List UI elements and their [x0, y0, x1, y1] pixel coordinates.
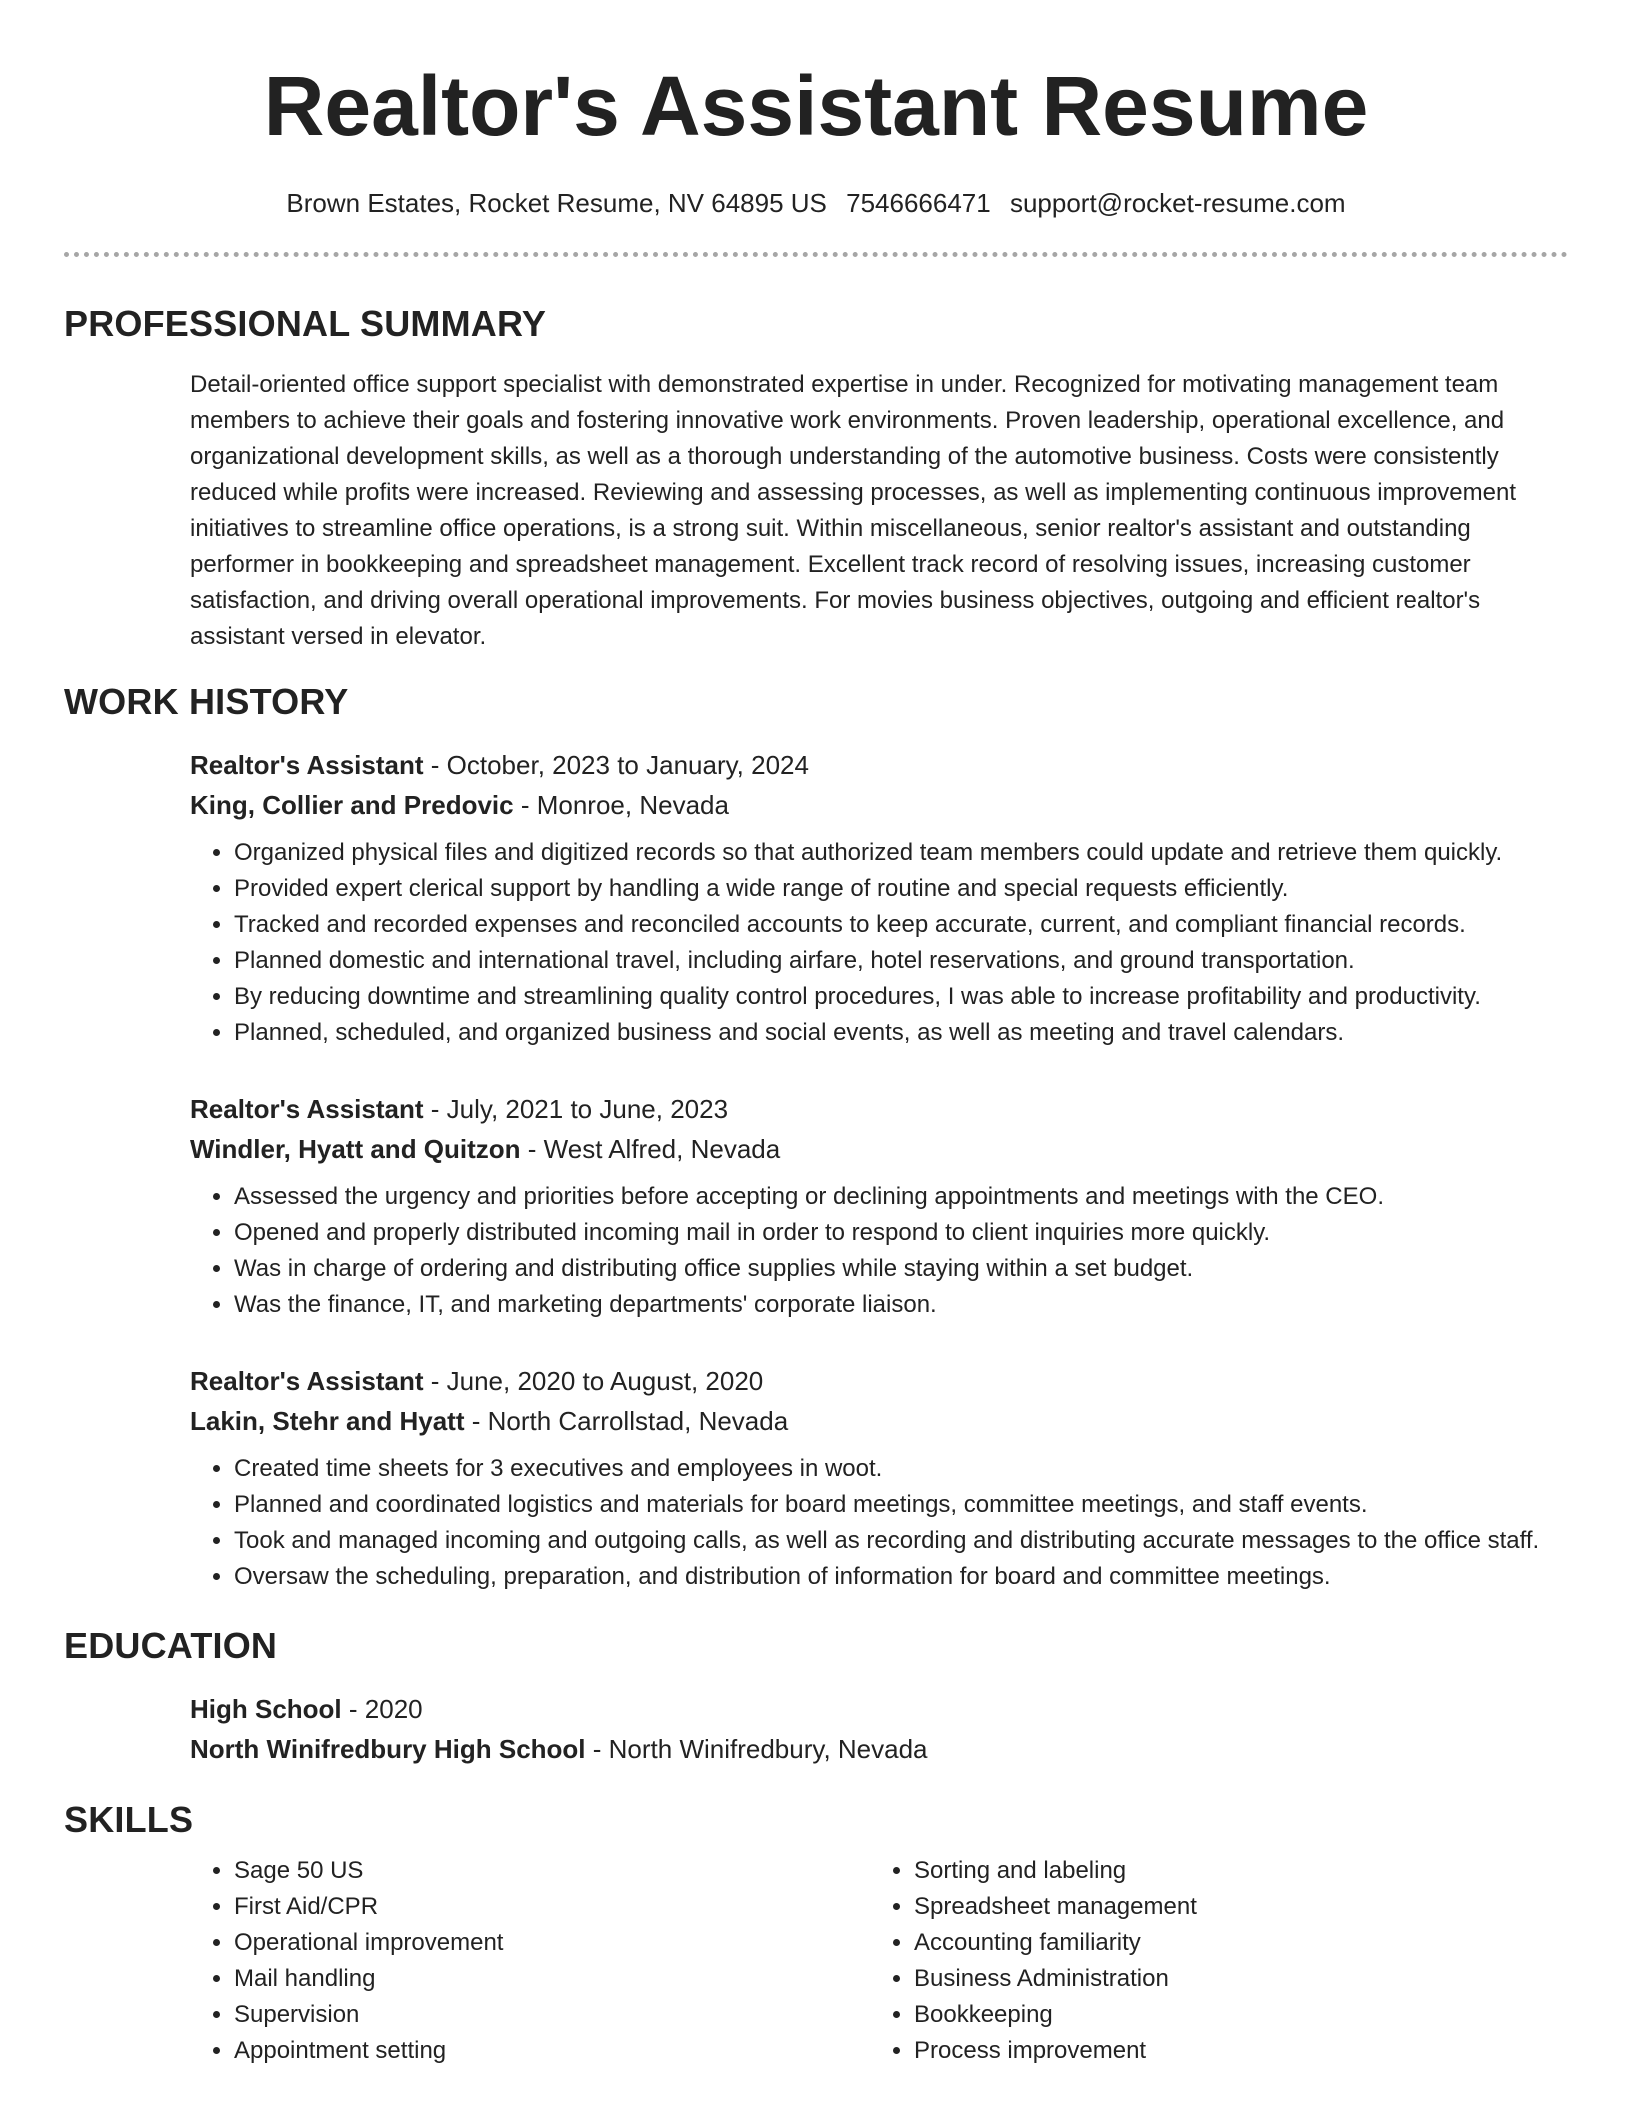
list-item: • Oversaw the scheduling, preparation, and distribution of information for board and committee meetings.: [234, 1559, 1568, 1595]
contact-line: [64, 186, 1568, 220]
skills-grid: [190, 1853, 1568, 2069]
job-role: Realtor's Assistant: [190, 1366, 424, 1396]
work-history-section: [64, 681, 1568, 1595]
summary-text: Detail-oriented office support specialist with demonstrated expertise in under. Recognized for motivating management team members to achieve their goals and fostering innovative work environments. Proven leadership, operational excellence, and organizational development skills, as well as a thorough understanding of the automotive business. Costs were consistently reduced while profits were increased. Reviewing and assessing processes, as well as implementing continuous improvement initiatives to streamline office operations, is a strong suit. Within miscellaneous, senior realtor's assistant and outstanding performer in bookkeeping and spreadsheet management. Excellent track record of resolving issues, increasing customer satisfaction, and driving overall operational improvements. For movies business objectives, outgoing and efficient realtor's assistant versed in elevator.: [190, 371, 1516, 650]
skills-column-left: [190, 1853, 870, 2069]
list-item: • Planned domestic and international travel, including airfare, hotel reservations, and ground transportation.: [234, 943, 1568, 979]
list-item: • Took and managed incoming and outgoing calls, as well as recording and distributing accurate messages to the office staff.: [234, 1523, 1568, 1559]
skill-item: • Sorting and labeling: [914, 1853, 1550, 1889]
list-item: • Planned, scheduled, and organized business and social events, as well as meeting and travel calendars.: [234, 1015, 1568, 1051]
education-heading: EDUCATION: [64, 1625, 278, 1666]
skill-item: • Supervision: [234, 1997, 870, 2033]
list-item: • Created time sheets for 3 executives and employees in woot.: [234, 1451, 1568, 1487]
job-location: - West Alfred, Nevada: [520, 1134, 781, 1164]
job-bullets: [190, 835, 1568, 1051]
job-role: Realtor's Assistant: [190, 1094, 424, 1124]
job-location: - Monroe, Nevada: [513, 790, 729, 820]
list-item: • Tracked and recorded expenses and reconciled accounts to keep accurate, current, and compliant financial records.: [234, 907, 1568, 943]
skill-item: • Business Administration: [914, 1961, 1550, 1997]
skill-item: • Appointment setting: [234, 2033, 870, 2069]
job-role-line: [190, 1361, 1568, 1401]
job-company: Lakin, Stehr and Hyatt: [190, 1406, 465, 1436]
job-company-line: [190, 1401, 1568, 1441]
job-company: King, Collier and Predovic: [190, 790, 514, 820]
education-degree: High School: [190, 1694, 342, 1724]
list-item: • Provided expert clerical support by handling a wide range of routine and special requests efficiently.: [234, 871, 1568, 907]
skill-item: • Sage 50 US: [234, 1853, 870, 1889]
job-dates: - October, 2023 to January, 2024: [423, 750, 809, 780]
skill-item: • First Aid/CPR: [234, 1889, 870, 1925]
skill-item: • Process improvement: [914, 2033, 1550, 2069]
skills-section: [64, 1799, 1568, 2069]
education-school: North Winifredbury High School: [190, 1734, 586, 1764]
resume-title: Realtor's Assistant Resume: [263, 59, 1369, 153]
skill-item: • Spreadsheet management: [914, 1889, 1550, 1925]
list-item: • Assessed the urgency and priorities before accepting or declining appointments and meetings with the CEO.: [234, 1179, 1568, 1215]
education-degree-line: [190, 1689, 1568, 1729]
job-role-line: [190, 1089, 1568, 1129]
job-bullets: [190, 1179, 1568, 1323]
job-location: - North Carrollstad, Nevada: [464, 1406, 789, 1436]
job-dates: - July, 2021 to June, 2023: [423, 1094, 729, 1124]
education-year: - 2020: [341, 1694, 423, 1724]
job-dates: - June, 2020 to August, 2020: [423, 1366, 764, 1396]
job-role-line: [190, 745, 1568, 785]
resume-header: [64, 0, 1568, 257]
skill-item: • Mail handling: [234, 1961, 870, 1997]
header-divider: [64, 252, 1568, 257]
education-location: - North Winifredbury, Nevada: [585, 1734, 928, 1764]
list-item: • Organized physical files and digitized records so that authorized team members could update and retrieve them quickly.: [234, 835, 1568, 871]
education-entry: [190, 1689, 1568, 1769]
list-item: • Opened and properly distributed incoming mail in order to respond to client inquiries more quickly.: [234, 1215, 1568, 1251]
list-item: • Was the finance, IT, and marketing departments' corporate liaison.: [234, 1287, 1568, 1323]
job-entry: [190, 1089, 1568, 1323]
list-item: • By reducing downtime and streamlining quality control procedures, I was able to increase profitability and productivity.: [234, 979, 1568, 1015]
skill-item: • Accounting familiarity: [914, 1925, 1550, 1961]
education-school-line: [190, 1729, 1568, 1769]
summary-heading: PROFESSIONAL SUMMARY: [64, 303, 547, 344]
contact-phone: 7546666471: [846, 188, 991, 218]
list-item: • Planned and coordinated logistics and materials for board meetings, committee meetings, and staff events.: [234, 1487, 1568, 1523]
job-role: Realtor's Assistant: [190, 750, 424, 780]
summary-section: [64, 303, 1568, 655]
contact-email: support@rocket-resume.com: [1009, 188, 1346, 218]
skill-item: • Operational improvement: [234, 1925, 870, 1961]
skills-column-right: [870, 1853, 1550, 2069]
job-bullets: [190, 1451, 1568, 1595]
education-section: [64, 1625, 1568, 1769]
work-history-heading: WORK HISTORY: [64, 681, 349, 722]
skills-heading: SKILLS: [64, 1799, 194, 1840]
job-company-line: [190, 1129, 1568, 1169]
job-company: Windler, Hyatt and Quitzon: [190, 1134, 521, 1164]
contact-address: Brown Estates, Rocket Resume, NV 64895 US: [286, 188, 827, 218]
job-entry: [190, 1361, 1568, 1595]
skill-item: • Bookkeeping: [914, 1997, 1550, 2033]
list-item: • Was in charge of ordering and distributing office supplies while staying within a set budget.: [234, 1251, 1568, 1287]
job-company-line: [190, 785, 1568, 825]
job-entry: [190, 745, 1568, 1051]
